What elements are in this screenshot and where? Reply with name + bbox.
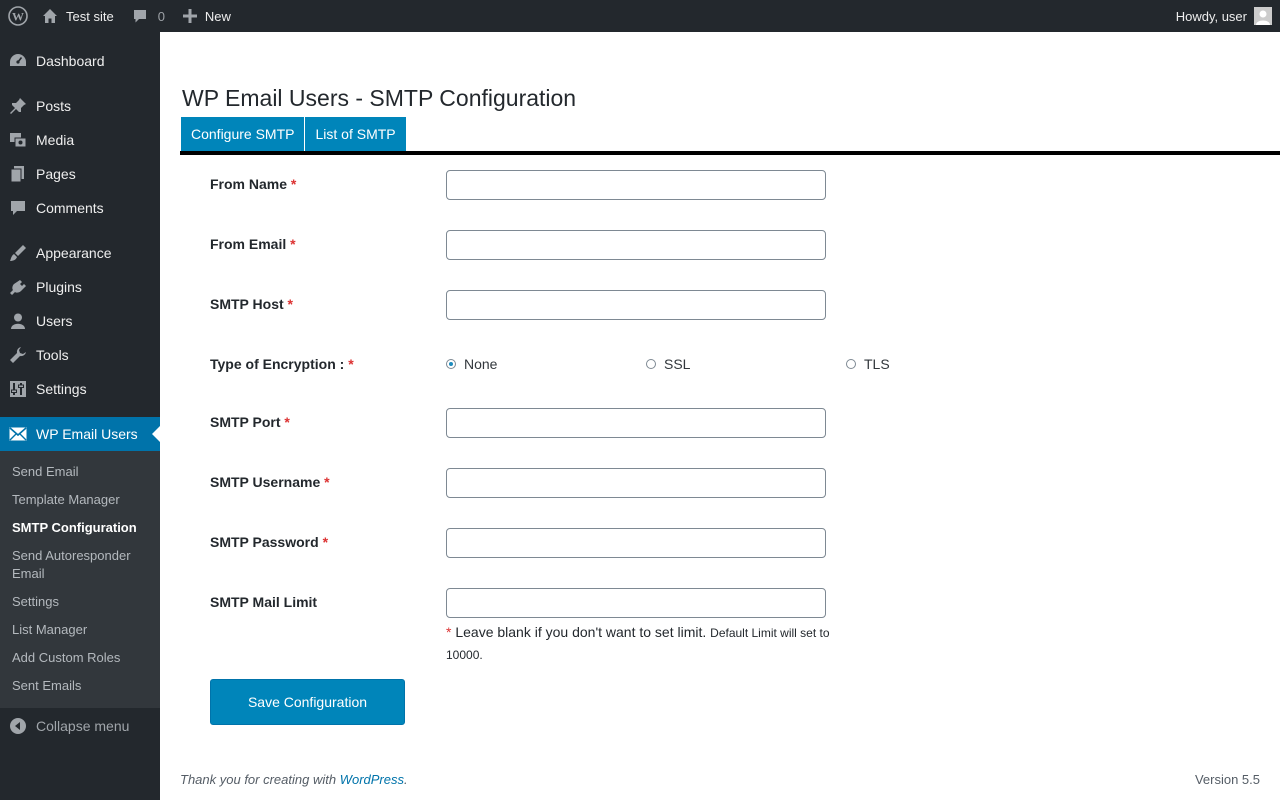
encryption-option-ssl[interactable] bbox=[646, 356, 690, 372]
comment-icon bbox=[132, 8, 148, 24]
sidebar-item-label: Settings bbox=[36, 381, 87, 397]
required-marker: * bbox=[287, 296, 293, 312]
smtp-username-label bbox=[210, 474, 330, 490]
encryption-label bbox=[210, 356, 354, 372]
home-icon bbox=[42, 8, 58, 24]
smtp-password-input[interactable] bbox=[446, 528, 826, 558]
save-configuration-button[interactable]: Save Configuration bbox=[210, 679, 405, 725]
comment-icon bbox=[0, 199, 36, 217]
sidebar-item-label: Tools bbox=[36, 347, 69, 363]
smtp-mail-limit-label: SMTP Mail Limit bbox=[210, 594, 318, 610]
avatar[interactable] bbox=[1254, 7, 1272, 25]
main-content bbox=[160, 32, 1280, 800]
sidebar-item-media[interactable] bbox=[0, 123, 160, 157]
smtp-password-label bbox=[210, 534, 328, 550]
collapse-menu-button[interactable] bbox=[0, 709, 160, 743]
help-small-text: Default Limit will set to 10000. bbox=[446, 626, 830, 662]
submenu-sent-emails[interactable]: Sent Emails bbox=[12, 678, 82, 693]
required-marker: * bbox=[290, 176, 297, 192]
media-icon bbox=[0, 131, 36, 149]
sidebar-item-appearance[interactable] bbox=[0, 236, 160, 270]
radio-none[interactable] bbox=[446, 359, 456, 369]
wordpress-logo-icon[interactable] bbox=[0, 0, 36, 32]
submenu-settings[interactable]: Settings bbox=[12, 594, 59, 609]
smtp-username-input[interactable] bbox=[446, 468, 826, 498]
wrench-icon bbox=[0, 346, 36, 364]
sidebar-item-users[interactable] bbox=[0, 304, 160, 338]
new-label: New bbox=[204, 8, 231, 24]
radio-tls-label: TLS bbox=[864, 356, 890, 372]
smtp-port-label-text: SMTP Port bbox=[210, 414, 281, 430]
required-marker: * bbox=[324, 474, 330, 490]
footer-thanks-text: Thank you for creating with bbox=[180, 772, 337, 787]
sliders-icon bbox=[0, 380, 36, 398]
submenu-send-email[interactable]: Send Email bbox=[12, 464, 79, 479]
sidebar-item-label: Media bbox=[36, 132, 75, 148]
submenu-send-autoresponder-email[interactable]: Send Autoresponder Email bbox=[12, 548, 131, 581]
sidebar-item-tools[interactable] bbox=[0, 338, 160, 372]
comments-count: 0 bbox=[157, 8, 165, 24]
tab-underline bbox=[180, 151, 1280, 155]
required-marker: * bbox=[348, 356, 354, 372]
sidebar-item-dashboard[interactable] bbox=[0, 44, 160, 78]
plug-icon bbox=[0, 278, 36, 296]
tab-configure-smtp[interactable]: Configure SMTP bbox=[181, 117, 304, 151]
encryption-option-tls[interactable] bbox=[846, 356, 890, 372]
help-main-text: Leave blank if you don't want to set limit. bbox=[455, 624, 707, 640]
my-account[interactable] bbox=[1176, 0, 1280, 32]
submenu-list-manager[interactable]: List Manager bbox=[12, 622, 88, 637]
site-name-label: Test site bbox=[66, 8, 114, 24]
svg-text:W: W bbox=[12, 9, 24, 24]
sidebar-item-pages[interactable] bbox=[0, 157, 160, 191]
required-marker: * bbox=[322, 534, 329, 550]
sidebar-item-label: Appearance bbox=[36, 245, 112, 261]
dashboard-icon bbox=[0, 52, 36, 70]
mail-limit-help bbox=[446, 622, 836, 666]
sidebar-item-plugins[interactable] bbox=[0, 270, 160, 304]
sidebar-item-label: Pages bbox=[36, 166, 76, 182]
submenu-add-custom-roles[interactable]: Add Custom Roles bbox=[12, 650, 121, 665]
admin-bar bbox=[0, 0, 1280, 32]
pin-icon bbox=[0, 97, 36, 115]
required-marker: * bbox=[290, 236, 296, 252]
radio-ssl-label: SSL bbox=[664, 356, 691, 372]
smtp-port-label bbox=[210, 414, 290, 430]
envelope-icon bbox=[0, 427, 36, 441]
sidebar-item-label: WP Email Users bbox=[36, 426, 138, 442]
required-marker: * bbox=[446, 624, 452, 640]
sidebar-item-wp-email-users[interactable] bbox=[0, 417, 160, 451]
sidebar-item-label: Dashboard bbox=[36, 53, 105, 69]
collapse-menu-label: Collapse menu bbox=[36, 718, 130, 734]
sidebar-item-posts[interactable] bbox=[0, 89, 160, 123]
smtp-mail-limit-input[interactable] bbox=[446, 588, 826, 618]
smtp-host-input[interactable] bbox=[446, 290, 826, 320]
radio-none-label: None bbox=[464, 356, 498, 372]
sidebar-item-comments[interactable] bbox=[0, 191, 160, 225]
from-name-label bbox=[210, 176, 296, 192]
from-email-label bbox=[210, 236, 296, 252]
encryption-option-none[interactable] bbox=[446, 356, 497, 372]
tab-bar bbox=[181, 117, 407, 151]
radio-tls[interactable] bbox=[846, 359, 856, 369]
new-content-link[interactable] bbox=[173, 0, 239, 32]
sidebar-item-label: Posts bbox=[36, 98, 72, 114]
radio-ssl[interactable] bbox=[646, 359, 656, 369]
page-title: WP Email Users - SMTP Configuration bbox=[182, 85, 577, 111]
admin-sidebar bbox=[0, 32, 160, 800]
from-name-label-text: From Name bbox=[210, 176, 288, 192]
footer-version: Version 5.5 bbox=[1194, 772, 1260, 787]
submenu-template-manager[interactable]: Template Manager bbox=[12, 492, 120, 507]
smtp-host-label-text: SMTP Host bbox=[210, 296, 284, 312]
howdy-label: Howdy, user bbox=[1175, 8, 1247, 24]
from-name-input[interactable] bbox=[446, 170, 826, 200]
wordpress-link[interactable]: WordPress bbox=[339, 772, 404, 787]
footer-thanks-suffix: . bbox=[404, 772, 408, 787]
sidebar-item-settings[interactable] bbox=[0, 372, 160, 406]
from-email-label-text: From Email bbox=[210, 236, 287, 252]
smtp-password-label-text: SMTP Password bbox=[210, 534, 319, 550]
comments-link[interactable] bbox=[122, 0, 173, 32]
sidebar-item-label: Comments bbox=[36, 200, 104, 216]
collapse-arrow-icon bbox=[0, 718, 36, 734]
plus-icon bbox=[183, 9, 197, 23]
tab-list-of-smtp[interactable]: List of SMTP bbox=[305, 117, 405, 151]
wp-email-users-submenu bbox=[0, 451, 160, 708]
submenu-smtp-configuration[interactable]: SMTP Configuration bbox=[12, 520, 137, 535]
site-name-link[interactable] bbox=[36, 0, 122, 32]
smtp-username-label-text: SMTP Username bbox=[210, 474, 321, 490]
smtp-host-label bbox=[210, 296, 293, 312]
required-marker: * bbox=[284, 414, 290, 430]
from-email-input[interactable] bbox=[446, 230, 826, 260]
footer-thanks bbox=[180, 772, 408, 787]
sidebar-item-label: Users bbox=[36, 313, 73, 329]
pages-icon bbox=[0, 165, 36, 183]
sidebar-item-label: Plugins bbox=[36, 279, 82, 295]
encryption-label-text: Type of Encryption : bbox=[210, 356, 345, 372]
user-icon bbox=[0, 312, 36, 330]
brush-icon bbox=[0, 244, 36, 262]
smtp-port-input[interactable] bbox=[446, 408, 826, 438]
